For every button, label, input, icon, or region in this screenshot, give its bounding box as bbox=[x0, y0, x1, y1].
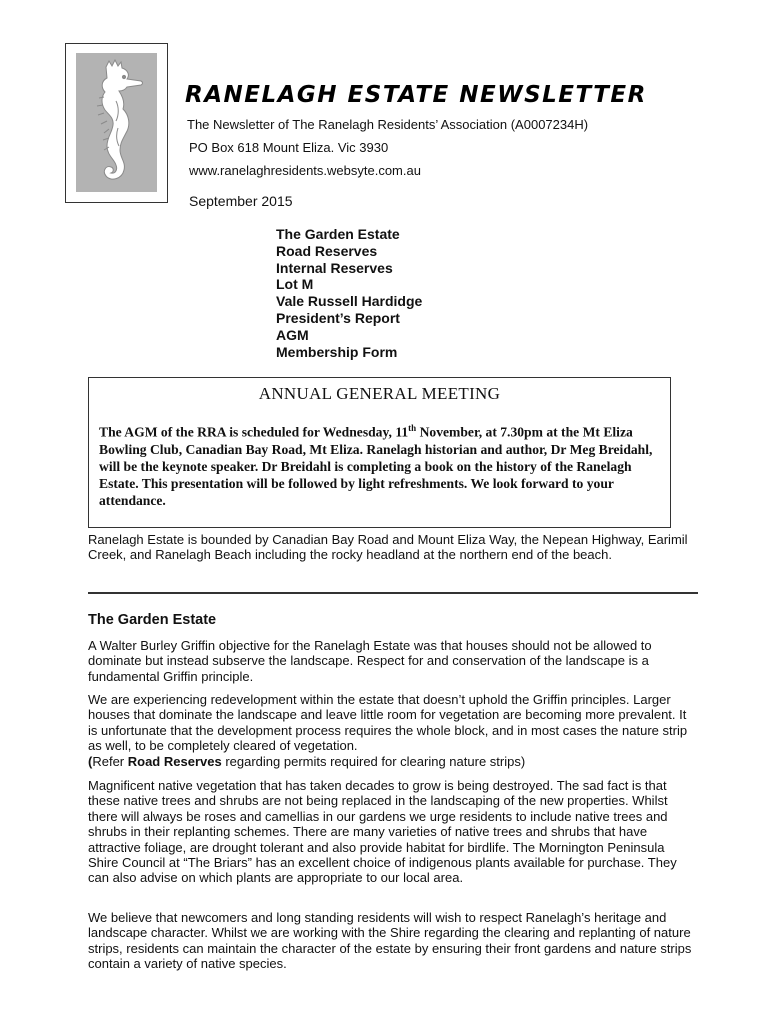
issue-date: September 2015 bbox=[189, 193, 293, 209]
website-link[interactable]: www.ranelaghresidents.websyte.com.au bbox=[189, 163, 421, 178]
contents-list bbox=[276, 226, 422, 360]
contents-item: Lot M bbox=[276, 276, 314, 293]
newsletter-title: RANELAGH ESTATE NEWSLETTER bbox=[185, 82, 647, 108]
contents-item: Internal Reserves bbox=[276, 259, 393, 276]
agm-heading: ANNUAL GENERAL MEETING bbox=[258, 384, 501, 403]
contents-item: Road Reserves bbox=[276, 242, 378, 259]
seahorse-icon bbox=[76, 53, 157, 192]
association-subtitle: The Newsletter of The Ranelagh Residents’ Association (A0007234H) bbox=[187, 117, 589, 132]
garden-estate-heading: The Garden Estate bbox=[88, 612, 217, 628]
garden-paragraph-4: We believe that newcomers and long standing residents will wish to respect Ranelagh’s heritage and landscape character. Whilst we are working with the Shire regarding the clearing and replanting of nature strips, residents can maintain the character of the estate by ensuring their front gardens and nature strips contain a variety of native species. bbox=[88, 910, 692, 972]
contents-item: President’s Report bbox=[276, 309, 400, 326]
logo-background bbox=[76, 53, 157, 192]
garden-paragraph-3: Magnificent native vegetation that has taken decades to grow is being destroyed. The sad fact is that these native trees and shrubs are not being replaced in the landscaping of the new properties. Whilst there will always be roses and camellias in our gardens we urge residents to include native trees and shrubs in their replanting schemes. There are many varieties of native trees and shrubs that have attractive foliage, are drought tolerant and also provide habitat for birdlife. The Mornington Peninsula Shire Council at “The Briars” has an excellent choice of indigenous plants available for purchase. They can also advise on which plants are appropriate to our local area. bbox=[88, 778, 677, 886]
agm-notice-box bbox=[88, 377, 671, 528]
contents-item: The Garden Estate bbox=[276, 226, 400, 242]
logo-frame bbox=[65, 43, 168, 203]
contents-item: AGM bbox=[276, 326, 309, 343]
estate-boundary-paragraph: Ranelagh Estate is bounded by Canadian Bay Road and Mount Eliza Way, the Nepean Highway, Earimil Creek, and Ranelagh Beach including the rocky headland at the northern end of the beach. bbox=[88, 532, 688, 563]
garden-paragraph-1: A Walter Burley Griffin objective for the Ranelagh Estate was that houses should not be allowed to dominate but instead subserve the landscape. Respect for and conservation of the landscape is a fundamental Griffin principle. bbox=[88, 638, 652, 684]
garden-paragraph-2: We are experiencing redevelopment within the estate that doesn’t uphold the Griffin principles. Larger houses that dominate the landscape and leave little room for vegetation are becoming more prevalent. It is unfortunate that the development process requires the whole block, and in most cases the nature strip as well, to be completely cleared of vegetation. (Refer Road Reserves regarding permits required for clearing nature strips) bbox=[88, 692, 688, 769]
contents-item: Vale Russell Hardidge bbox=[276, 293, 423, 310]
agm-text: The AGM of the RRA is scheduled for Wednesday, 11th November, at 7.30pm at the Mt Eliza Bowling Club, Canadian Bay Road, Mt Eliza. Ranelagh historian and author, Dr Meg Breidahl, will be the keynote speaker. Dr Breidahl is completing a book on the history of the Ranelagh Estate. This presentation will be followed by light refreshments. We look forward to your attendance. bbox=[99, 423, 653, 508]
contents-item: Membership Form bbox=[276, 343, 398, 360]
section-divider bbox=[88, 592, 698, 594]
po-box-address: PO Box 618 Mount Eliza. Vic 3930 bbox=[189, 140, 389, 155]
